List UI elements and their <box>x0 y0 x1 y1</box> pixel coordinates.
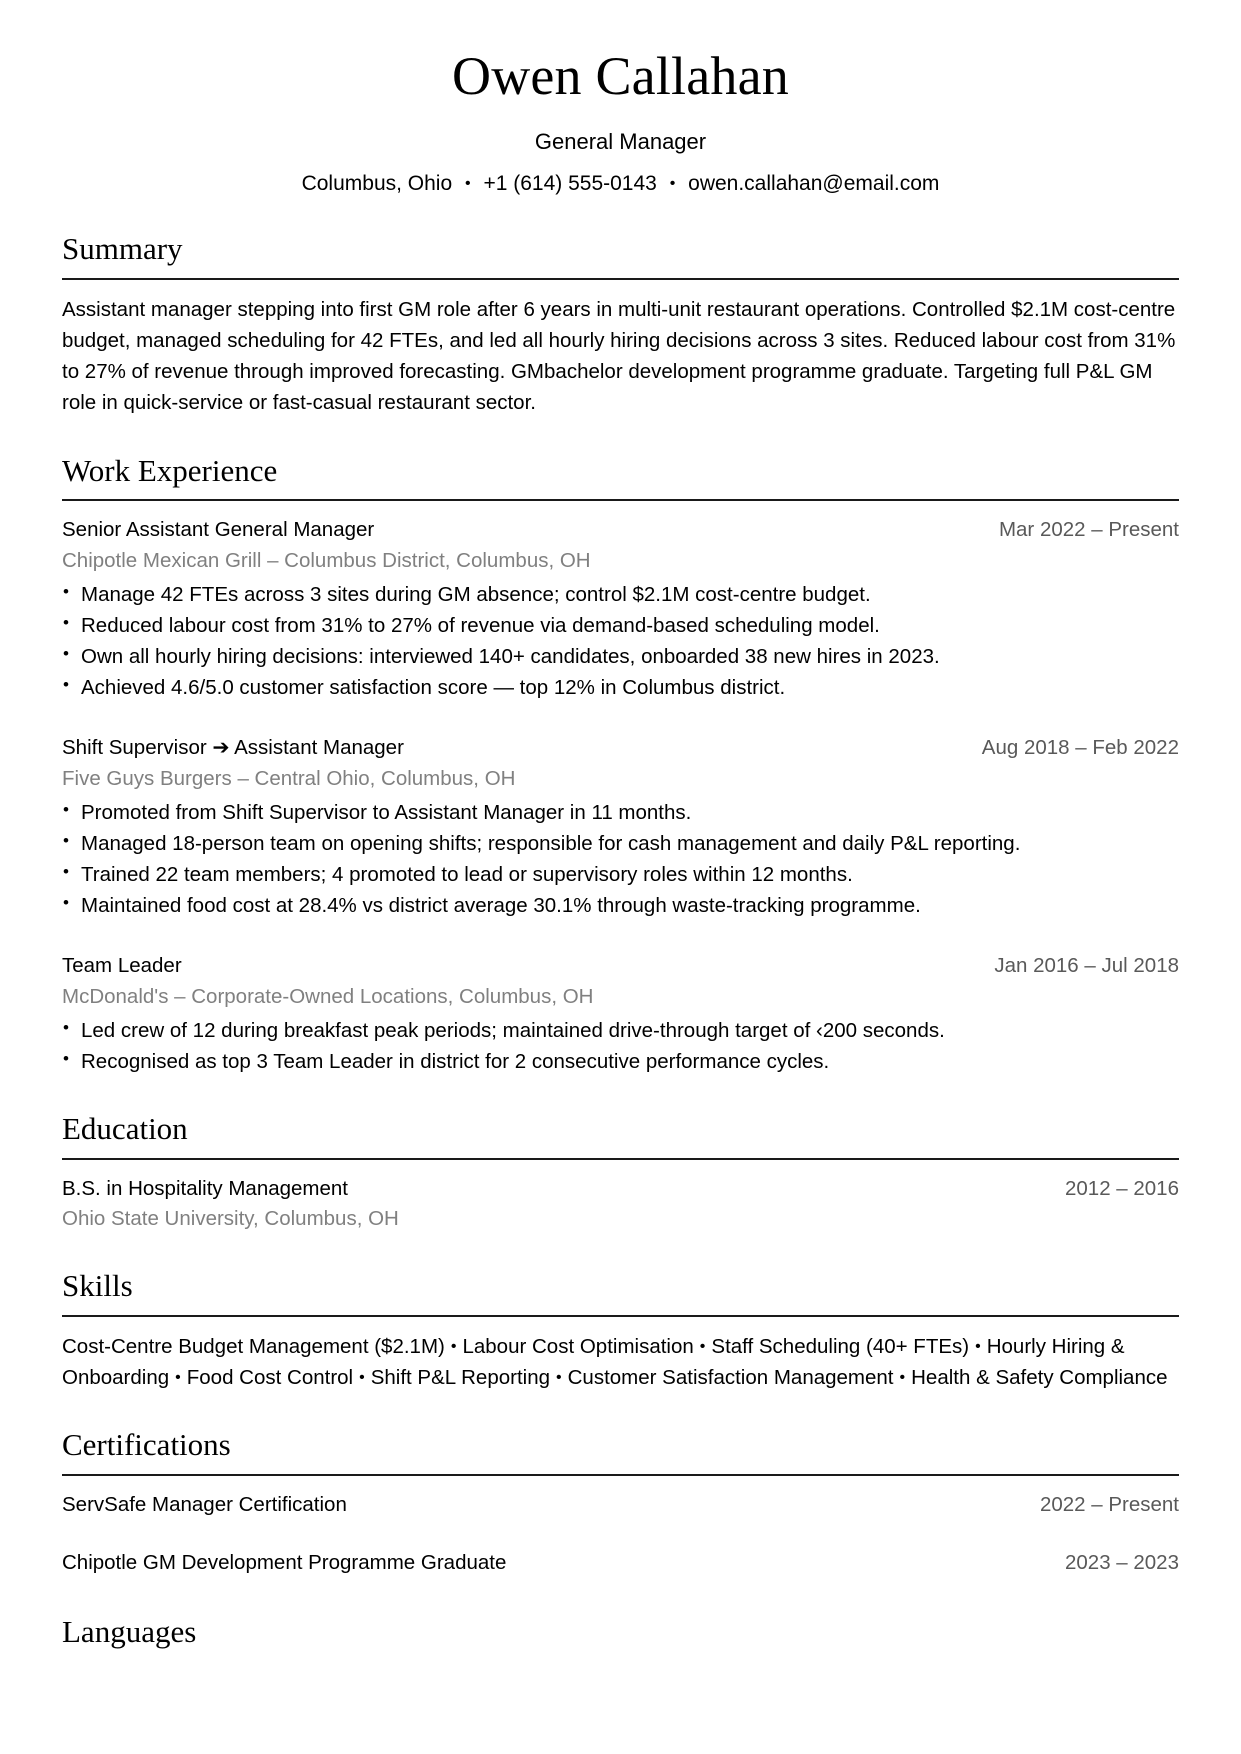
section-divider <box>62 278 1179 280</box>
skills-list <box>62 1331 1179 1393</box>
skill-item: Labour Cost Optimisation <box>462 1334 694 1358</box>
bullet-separator-icon: • <box>975 1337 981 1355</box>
bullet-separator-icon: • <box>556 1368 562 1386</box>
education-dates: 2012 – 2016 <box>1064 1176 1179 1200</box>
section-divider <box>62 1315 1179 1317</box>
experience-role: Senior Assistant General Manager <box>62 518 375 542</box>
experience-dates: Mar 2022 – Present <box>998 518 1179 542</box>
experience-bullet-list <box>62 797 1179 922</box>
education-institution: Ohio State University, Columbus, OH <box>62 1207 399 1231</box>
bullet-separator-icon: • <box>359 1368 365 1386</box>
section-heading-certifications: Certifications <box>62 1427 231 1463</box>
certification-name: Chipotle GM Development Programme Graduate <box>62 1551 507 1575</box>
list-item: • Manage 42 FTEs across 3 sites during GM absence; control $2.1M cost-centre budget. <box>62 579 1179 610</box>
list-item: • Trained 22 team members; 4 promoted to lead or supervisory roles within 12 months. <box>62 859 1179 890</box>
section-heading-languages: Languages <box>62 1614 197 1650</box>
section-divider <box>62 499 1179 501</box>
list-item: • Achieved 4.6/5.0 customer satisfaction score — top 12% in Columbus district. <box>62 672 1179 703</box>
section-education <box>62 1111 1179 1234</box>
experience-entry-header <box>62 733 1179 763</box>
section-divider <box>62 1158 1179 1160</box>
experience-bullet-list <box>62 1015 1179 1077</box>
experience-organisation: McDonald's – Corporate-Owned Locations, Columbus, OH <box>62 985 594 1009</box>
skill-item: Shift P&L Reporting <box>370 1365 551 1389</box>
experience-entry-header <box>62 515 1179 545</box>
summary-text: Assistant manager stepping into first GM role after 6 years in multi-unit restaurant operations. Controlled $2.1M cost-centre budget, managed scheduling for 42 FTEs, and led all hourly hiring decisions across 3 sites. Reduced labour cost from 31% to 27% of revenue through improved forecasting. GMbachelor development programme graduate. Targeting full P&L GM role in quick-service or fast-casual restaurant sector. <box>62 297 1176 415</box>
skill-item: Health & Safety Compliance <box>911 1365 1168 1389</box>
experience-entry <box>62 951 1179 1077</box>
section-skills <box>62 1268 1179 1393</box>
certification-entry <box>62 1548 1179 1578</box>
contact-location: Columbus, Ohio <box>301 171 453 195</box>
experience-role: Shift Supervisor ➔ Assistant Manager <box>62 736 404 760</box>
list-item: • Maintained food cost at 28.4% vs district average 30.1% through waste-tracking programme. <box>62 890 1179 921</box>
resume-header <box>62 46 1179 197</box>
experience-role: Team Leader <box>62 954 182 978</box>
list-item: • Own all hourly hiring decisions: interviewed 140+ candidates, onboarded 38 new hires in 2023. <box>62 641 1179 672</box>
experience-dates: Aug 2018 – Feb 2022 <box>981 736 1179 760</box>
skill-item: Food Cost Control <box>186 1365 354 1389</box>
section-heading-summary: Summary <box>62 231 183 267</box>
section-summary <box>62 231 1179 418</box>
certification-name: ServSafe Manager Certification <box>62 1492 347 1516</box>
list-item: • Reduced labour cost from 31% to 27% of revenue via demand-based scheduling model. <box>62 610 1179 641</box>
section-heading-work-experience: Work Experience <box>62 452 278 488</box>
section-languages <box>62 1614 1179 1650</box>
contact-email: owen.callahan@email.com <box>688 171 940 195</box>
contact-phone: +1 (614) 555-0143 <box>483 171 657 195</box>
section-work-experience <box>62 453 1179 1078</box>
skill-item: Staff Scheduling (40+ FTEs) <box>711 1334 970 1358</box>
header-job-title: General Manager <box>534 129 707 155</box>
skill-item: Cost-Centre Budget Management ($2.1M) <box>62 1334 445 1358</box>
education-degree: B.S. in Hospitality Management <box>62 1176 348 1200</box>
education-entry <box>62 1174 1179 1234</box>
certification-dates: 2022 – Present <box>1039 1492 1179 1516</box>
list-item: • Recognised as top 3 Team Leader in district for 2 consecutive performance cycles. <box>62 1046 1179 1077</box>
contact-line <box>62 170 1179 197</box>
section-heading-education: Education <box>62 1111 188 1147</box>
experience-entry-header <box>62 951 1179 981</box>
bullet-separator-icon: • <box>669 174 676 192</box>
certification-entry <box>62 1490 1179 1520</box>
list-item: • Led crew of 12 during breakfast peak periods; maintained drive-through target of ‹200 seconds. <box>62 1015 1179 1046</box>
section-divider <box>62 1474 1179 1476</box>
experience-entry <box>62 733 1179 921</box>
section-heading-skills: Skills <box>62 1268 133 1304</box>
bullet-separator-icon: • <box>465 174 471 192</box>
experience-organisation: Five Guys Burgers – Central Ohio, Columbus, OH <box>62 766 516 790</box>
education-entry-header <box>62 1174 1179 1204</box>
bullet-separator-icon: • <box>899 1368 906 1386</box>
experience-bullet-list <box>62 579 1179 704</box>
experience-organisation: Chipotle Mexican Grill – Columbus District, Columbus, OH <box>62 548 591 572</box>
skill-item: Customer Satisfaction Management <box>567 1365 894 1389</box>
list-item: • Managed 18-person team on opening shifts; responsible for cash management and daily P&L reporting. <box>62 828 1179 859</box>
bullet-separator-icon: • <box>175 1368 181 1386</box>
experience-dates: Jan 2016 – Jul 2018 <box>994 954 1179 978</box>
experience-entry <box>62 515 1179 703</box>
bullet-separator-icon: • <box>699 1337 706 1355</box>
page-title: Owen Callahan <box>452 46 789 106</box>
skill-item: Hourly Hiring & Onboarding <box>62 1334 1125 1389</box>
bullet-separator-icon: • <box>450 1337 457 1355</box>
certification-dates: 2023 – 2023 <box>1064 1551 1179 1575</box>
list-item: • Promoted from Shift Supervisor to Assistant Manager in 11 months. <box>62 797 1179 828</box>
section-certifications <box>62 1427 1179 1578</box>
